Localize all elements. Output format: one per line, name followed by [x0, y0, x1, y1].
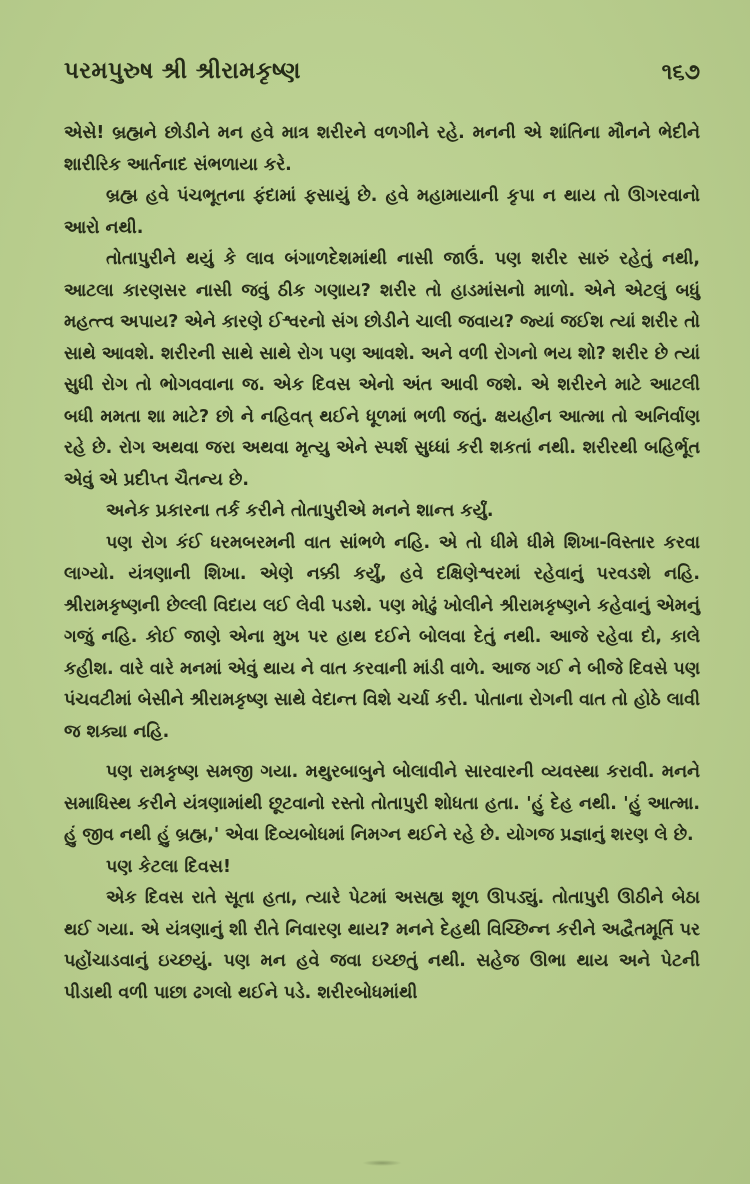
- body-text: [64, 118, 700, 1009]
- paragraph: એસે! બ્રહ્મને છોડીને મન હવે માત્ર શરીરને વળગીને રહે. મનની એ શાંતિના મૌનને ભેદીને શારીરિક આર્તનાદ સંભળાયા કરે.: [64, 123, 700, 175]
- paragraph: બ્રહ્મ હવે પંચભૂતના ફંદામાં ફસાયું છે. હવે મહામાયાની કૃપા ન થાય તો ઊગરવાનો આરો નથી.: [64, 186, 700, 238]
- paragraph: તોતાપુરીને થયું કે લાવ બંગાળદેશમાંથી નાસી જાઉં. પણ શરીર સારું રહેતું નથી, આટલા કારણસર નાસી જવું ઠીક ગણાય? શરીર તો હાડમાંસનો માળો. એને એટલું બધું મહત્ત્વ અપાય? એને કારણે ઈશ્વરનો સંગ છોડીને ચાલી જવાય? જ્યાં જઈશ ત્યાં શરીર તો સાથે આવશે. શરીરની સાથે સાથે રોગ પણ આવશે. અને વળી રોગનો ભય શો? શરીર છે ત્યાં સુધી રોગ તો ભોગવવાના જ. એક દિવસ એનો અંત આવી જશે. એ શરીરને માટે આટલી બધી મમતા શા માટે? છો ને નહિવત્ થઈને ધૂળમાં ભળી જતું. ક્ષયહીન આત્મા તો અનિર્વાણ રહે છે. રોગ અથવા જરા અથવા મૃત્યુ એને સ્પર્શ સુધ્ધાં કરી શકતાં નથી. શરીરથી બહિર્ભૂત એવું એ પ્રદીપ્ત ચૈતન્ય છે.: [64, 249, 700, 490]
- ink-smudge: [362, 1160, 402, 1166]
- paragraph: પણ રામકૃષ્ણ સમજી ગયા. મથુરબાબુને બોલાવીને સારવારની વ્યવસ્થા કરાવી. મનને સમાધિસ્થ કરીને યંત્રણામાંથી છૂટવાનો રસ્તો તોતાપુરી શોધતા હતા. 'હું દેહ નથી. 'હું આત્મા. હું જીવ નથી હું બ્રહ્મ,' એવા દિવ્યબોધમાં નિમગ્ન થઈને રહે છે. યોગજ પ્રજ્ઞાનું શરણ લે છે.: [64, 762, 700, 845]
- paragraph: અનેક પ્રકારના તર્ક કરીને તોતાપુરીએ મનને શાન્ત કર્યું.: [106, 501, 494, 521]
- running-header-title: પરમપુરુષ શ્રી શ્રીરામકૃષ્ણ: [64, 58, 301, 84]
- page-number: ૧૬૭: [661, 60, 700, 85]
- paragraph: એક દિવસ રાતે સૂતા હતા, ત્યારે પેટમાં અસહ્ય શૂળ ઊપડ્યું. તોતાપુરી ઊઠીને બેઠા થઈ ગયા. એ યંત્રણાનું શી રીતે નિવારણ થાય? મનને દેહથી વિચ્છિન્ન કરીને અદ્વૈતમૂર્તિ પર પહોંચાડવાનું ઇચ્છયું. પણ મન હવે જવા ઇચ્છતું નથી. સહેજ ઊભા થાય અને પેટની પીડાથી વળી પાછા ઢગલો થઈને પડે. શરીરબોધમાંથી: [64, 888, 700, 1003]
- paragraph: પણ કેટલા દિવસ!: [106, 856, 231, 877]
- paragraph: પણ રોગ કંઈ ધરમબરમની વાત સાંભળે નહિ. એ તો ધીમે ધીમે શિખા-વિસ્તાર કરવા લાગ્યો. યંત્રણાની શિખા. એણે નક્કી કર્યું, હવે દક્ષિણેશ્વરમાં રહેવાનું પરવડશે નહિ. શ્રીરામકૃષ્ણની છેલ્લી વિદાય લઈ લેવી પડશે. પણ મોઢું ખોલીને શ્રીરામકૃષ્ણને કહેવાનું એમનું ગજું નહિ. કોઈ જાણે એના મુખ પર હાથ દઈને બોલવા દેતું નથી. આજે રહેવા દો, કાલે કહીશ. વારે વારે મનમાં એવું થાય ને વાત કરવાની માંડી વાળે. આજ ગઈ ને બીજે દિવસે પણ પંચવટીમાં બેસીને શ્રીરામકૃષ્ણ સાથે વેદાન્ત વિશે ચર્ચા કરી. પોતાના રોગની વાત તો હોઠે લાવી જ શક્યા નહિ.: [64, 532, 700, 742]
- running-header: [64, 58, 700, 98]
